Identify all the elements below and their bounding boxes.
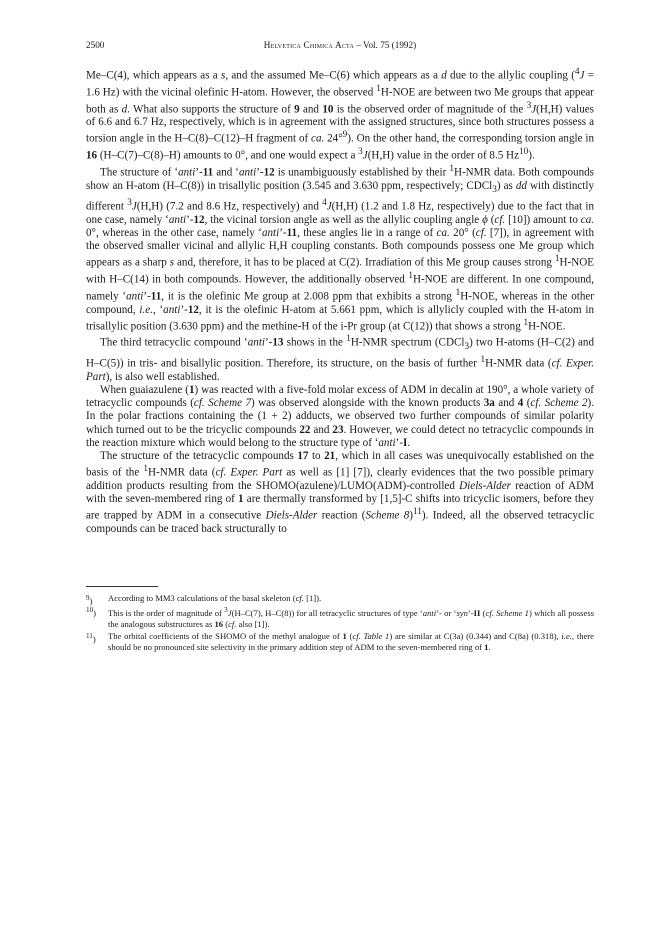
text-run: When guaiazulene ( <box>100 384 189 397</box>
text-run: H-NMR spectrum (CDCl <box>350 337 465 350</box>
compound-number: 13 <box>272 337 284 350</box>
italic-run: ca. <box>580 213 595 226</box>
text-run: ’- <box>467 607 474 618</box>
text-run: and, therefore, it has to be placed at C(2). Irradiation of this Me group causes strong <box>174 256 555 269</box>
italic-run: cf. Scheme 2 <box>530 397 588 410</box>
footnote <box>86 605 594 630</box>
text-run: ’- <box>395 436 404 449</box>
italic-run: anti <box>168 213 187 226</box>
subscript: 3 <box>492 185 497 195</box>
italic-run: cf. Table 1 <box>352 630 390 641</box>
italic-run: cf. Scheme 7 <box>193 397 252 410</box>
text-run: ( <box>523 397 531 410</box>
italic-run: ca. <box>311 133 325 146</box>
paragraph <box>86 333 594 384</box>
italic-run: anti <box>261 226 280 239</box>
text-run: ) two H-atoms (H–C(2) and H–C(5)) in tris- and bisallylic position. Therefore, its structure, on the basis of further <box>86 337 595 371</box>
text-run: , the vicinal torsion angle as well as the allylic coupling angle <box>204 213 483 226</box>
text-run: . What also supports the structure of <box>127 103 295 116</box>
text-run: According to MM3 calculations of the basal skeleton ( <box>108 592 296 603</box>
superscript: 1 <box>523 317 529 328</box>
italic-run: i.e. <box>561 630 572 641</box>
text-run: , it is the olefinic H-atom at 5.661 ppm, which is allylicly coupled with the H-atom in trisallylic position (3.630 ppm) and the methine-H of the i-Pr group (at C(12)) that shows a strong <box>86 303 594 333</box>
paragraph <box>86 384 594 449</box>
text-run: are thermally transformed by [1,5]-C shifts into tricyclic isomers, before they are trapped by ADM in a consecutive <box>86 492 594 522</box>
superscript: 9 <box>342 130 348 141</box>
text-run: is unambiguously established by their <box>274 166 450 179</box>
text-run: . <box>407 436 411 449</box>
text-run: (H,H) (1.2 and 1.8 Hz, respectively) due to the fact that in one case, namely ‘ <box>86 200 594 226</box>
text-run: H-NOE. <box>528 320 566 333</box>
italic-run: s <box>221 69 226 82</box>
compound-number: 1 <box>188 384 195 397</box>
italic-run: syn <box>456 607 468 618</box>
text-run: The structure of ‘ <box>100 166 179 179</box>
compound-number: 3a <box>483 397 495 410</box>
italic-run: anti <box>126 290 144 303</box>
compound-number: 11 <box>202 166 214 179</box>
text-run: due to the allylic coupling ( <box>446 69 575 82</box>
italic-run: i.e. <box>139 303 153 316</box>
italic-run: cf. <box>228 618 237 629</box>
superscript: 1 <box>480 355 486 366</box>
italic-run: anti <box>247 337 265 350</box>
text-run: to <box>308 449 325 462</box>
text-run: H-NMR data ( <box>485 358 552 371</box>
italic-run: J <box>227 607 232 618</box>
italic-run: Diels-Alder <box>459 479 511 492</box>
text-run: ) was observed alongside with the known products <box>251 397 484 410</box>
text-run: ). In the polar fractions containing the (1 + 2) adducts, we observed two further compounds of similar polarity which turned out to be the tricyclic compounds <box>86 397 594 436</box>
text-run: ’- <box>279 226 287 239</box>
footnote-text <box>108 605 595 629</box>
italic-run: ϕ <box>482 213 488 226</box>
text-run: as well as [1] [7]), clearly evidences that the two possible primary addition products resulting from the SHOMO(azulene)/LUMO(ADM)-controlled <box>86 466 594 492</box>
article-body <box>86 66 594 536</box>
superscript: 4 <box>322 198 327 209</box>
superscript: 1 <box>449 164 454 174</box>
footnotes <box>86 593 594 653</box>
text-run: (H–C(7)–C(8)–H) amounts to 0°, and one would expect a <box>97 149 359 162</box>
compound-number: 16 <box>86 149 98 162</box>
superscript: 1 <box>143 463 149 474</box>
compound-number: 1 <box>484 641 489 652</box>
text-run: The orbital coefficients of the SHOMO of the methyl analogue of <box>108 630 343 641</box>
compound-number: 10 <box>322 103 334 116</box>
italic-run: cf. Exper. Part <box>86 358 594 384</box>
superscript: 11 <box>412 506 422 517</box>
italic-run: s <box>169 256 175 269</box>
subscript: 3 <box>464 342 470 353</box>
superscript: 1 <box>554 254 560 265</box>
text-run: ’- <box>180 303 188 316</box>
text-run: H-NMR data ( <box>148 466 216 479</box>
text-run: (H,H) (7.2 and 8.6 Hz, respectively) and <box>136 200 323 213</box>
text-run: = 1.6 Hz) with the vicinal olefinic H-atom. However, the observed <box>86 69 594 99</box>
footnote-divider <box>86 586 158 587</box>
italic-run: anti <box>422 607 437 618</box>
italic-run: J <box>326 200 332 213</box>
compound-number: 4 <box>517 397 524 410</box>
journal-page <box>86 40 594 654</box>
text-run: , ‘ <box>152 303 164 316</box>
italic-run: anti <box>378 436 396 449</box>
footnote-mark: $^{10}$) <box>86 605 97 618</box>
italic-run: cf. Exper. Part <box>215 466 283 479</box>
journal-running-title <box>86 40 594 50</box>
running-header <box>86 40 594 54</box>
italic-run: ca. <box>436 226 450 239</box>
italic-run: J <box>131 200 137 213</box>
text-run: H-NOE are between two Me groups that appear both as <box>86 86 595 116</box>
text-run: ( <box>346 630 353 641</box>
paragraph <box>86 450 594 536</box>
journal-volume: – Vol. 75 (1992) <box>353 40 417 50</box>
text-run: 24° <box>324 133 343 146</box>
text-run: , there should be no pronounced site selectivity in the primary addition step of ADM to the seven-membered ring of <box>108 630 594 652</box>
footnote <box>86 631 594 653</box>
italic-run: anti <box>163 303 181 316</box>
compound-number: 23 <box>332 423 344 436</box>
text-run: The third tetracyclic compound ‘ <box>100 337 248 350</box>
text-run: ’- <box>264 337 273 350</box>
text-run: ( <box>223 618 229 629</box>
compound-number: II <box>473 607 481 618</box>
superscript: 1 <box>376 83 381 94</box>
text-run: ) <box>409 509 413 522</box>
text-run: H-NOE with H–C(14) in both compounds. However, the additionally observed <box>86 256 594 286</box>
superscript: 3 <box>526 100 532 111</box>
compound-number: 9 <box>294 103 300 116</box>
text-run: , these angles lie in a range of <box>297 226 437 239</box>
text-run: The structure of the tetracyclic compounds <box>100 449 298 462</box>
italic-run: anti <box>238 166 257 179</box>
text-run: ). Indeed, all the observed tetracyclic compounds can be traced back structurally to <box>86 509 594 535</box>
text-run: ’- <box>195 166 203 179</box>
text-run: . However, we could detect no tetracyclic compounds in the reaction mixture which would belong to the structure type of ‘ <box>86 423 594 449</box>
compound-number: 12 <box>263 166 275 179</box>
text-run: ) which all possess the analogous substructures as <box>108 607 595 629</box>
text-run: ) are similar at C(3a) (0.344) and C(8a) (0.318), <box>389 630 562 641</box>
text-run: (H,H) value in the order of 8.5 Hz <box>367 149 519 162</box>
paragraph <box>86 163 594 333</box>
journal-name: Helvetica Chimica Acta <box>263 40 354 50</box>
italic-run: cf. <box>295 592 304 603</box>
text-run: with distinctly different <box>86 179 595 213</box>
compound-number: 11 <box>150 290 162 303</box>
footnote <box>86 593 594 604</box>
italic-run: J <box>579 69 585 82</box>
text-run: ) was reacted with a five-fold molar excess of ADM in decalin at 190°, a whole variety of tetracyclic compounds ( <box>86 384 594 410</box>
page-number: 2500 <box>86 40 105 50</box>
text-run: 20° ( <box>449 226 476 239</box>
text-run: H-NOE are different. In one compound, namely ‘ <box>86 273 594 303</box>
paragraph <box>86 66 594 163</box>
text-run: ( <box>487 213 495 226</box>
italic-run: d <box>441 69 447 82</box>
footnote-text <box>108 593 321 603</box>
italic-run: Scheme 8 <box>365 509 410 522</box>
text-run: is the observed order of magnitude of the <box>333 103 527 116</box>
superscript: 1 <box>408 270 413 281</box>
compound-number: 17 <box>297 449 309 462</box>
superscript: 10 <box>519 147 529 158</box>
text-run: ’- <box>186 213 194 226</box>
compound-number: I <box>403 436 408 449</box>
compound-number: 21 <box>324 449 336 462</box>
italic-run: Diels-Alder <box>265 509 318 522</box>
text-run: ). <box>528 149 535 162</box>
footnote-text <box>108 631 594 652</box>
italic-run: J <box>362 149 368 162</box>
italic-run: cf. <box>494 213 506 226</box>
superscript: 1 <box>455 287 461 298</box>
italic-run: J <box>531 103 537 116</box>
text-run: ), is also well established. <box>105 371 220 384</box>
footnote-mark: $^{11}$) <box>86 631 96 644</box>
text-run: [10]) amount to <box>505 213 581 226</box>
text-run: [7]), in agreement with the observed smaller vicinal and allylic H,H coupling constants. Both compounds possess one Me group which appears as a sharp <box>86 226 595 269</box>
italic-run: cf. <box>475 226 487 239</box>
text-run: ’- <box>143 290 151 303</box>
text-run: , it is the olefinic Me group at 2.008 ppm that exhibits a strong <box>161 290 456 303</box>
text-run: ’- <box>256 166 264 179</box>
text-run: H-NMR data. Both compounds show an H-atom (H–C(8)) in trisallylic position (3.545 and 3.630 ppm, respectively; CDCl <box>86 166 594 192</box>
compound-number: 12 <box>193 213 205 226</box>
text-run: , and the assumed Me–C(6) which appears as a <box>225 69 442 82</box>
text-run: also [1]). <box>236 618 270 629</box>
footnote-mark: $^9$) <box>86 593 93 606</box>
italic-run: anti <box>178 166 196 179</box>
superscript: 4 <box>574 67 580 77</box>
compound-number: 11 <box>286 226 298 239</box>
text-run: reaction of ADM with the seven-membered ring of <box>86 479 594 505</box>
text-run: (H–C(7), H–C(8)) for all tetracyclic structures of type ‘ <box>231 607 423 618</box>
compound-number: 1 <box>342 630 347 641</box>
text-run: and <box>494 397 518 410</box>
text-run: , which in all cases was unequivocally established on the basis of the <box>86 449 594 479</box>
compound-number: 1 <box>238 492 244 505</box>
text-run: and <box>299 103 323 116</box>
text-run: ). On the other hand, the corresponding torsion angle in <box>347 133 594 146</box>
text-run: ( <box>480 607 486 618</box>
text-run: ) as <box>496 179 516 192</box>
text-run: This is the order of magnitude of <box>108 607 225 618</box>
text-run: [1]). <box>303 592 322 603</box>
superscript: 3 <box>224 605 228 614</box>
text-run: and ‘ <box>213 166 239 179</box>
text-run: and <box>310 423 333 436</box>
text-run: H-NOE, whereas in the other compound, <box>86 290 594 316</box>
italic-run: dd <box>515 179 527 192</box>
text-run: ’- or ‘ <box>436 607 457 618</box>
text-run: (H,H) values of 6.6 and 6.7 Hz, respectively, which is in agreement with the assigned structures, since both structures possess a torsion angle in the H–C(8)–C(12)–H fragment of <box>86 103 594 146</box>
text-run: reaction ( <box>317 509 366 522</box>
compound-number: 22 <box>299 423 311 436</box>
text-run: shows in the <box>283 337 347 350</box>
superscript: 3 <box>358 147 363 158</box>
text-run: 0°, whereas in the other case, namely ‘ <box>86 226 262 239</box>
italic-run: cf. Scheme 1 <box>485 607 529 618</box>
compound-number: 12 <box>187 303 199 316</box>
text-run: . <box>488 641 491 652</box>
superscript: 1 <box>346 334 351 345</box>
italic-run: d <box>121 103 128 116</box>
superscript: 3 <box>127 198 132 209</box>
compound-number: 16 <box>214 618 224 629</box>
text-run: Me–C(4), which appears as a <box>86 69 221 82</box>
